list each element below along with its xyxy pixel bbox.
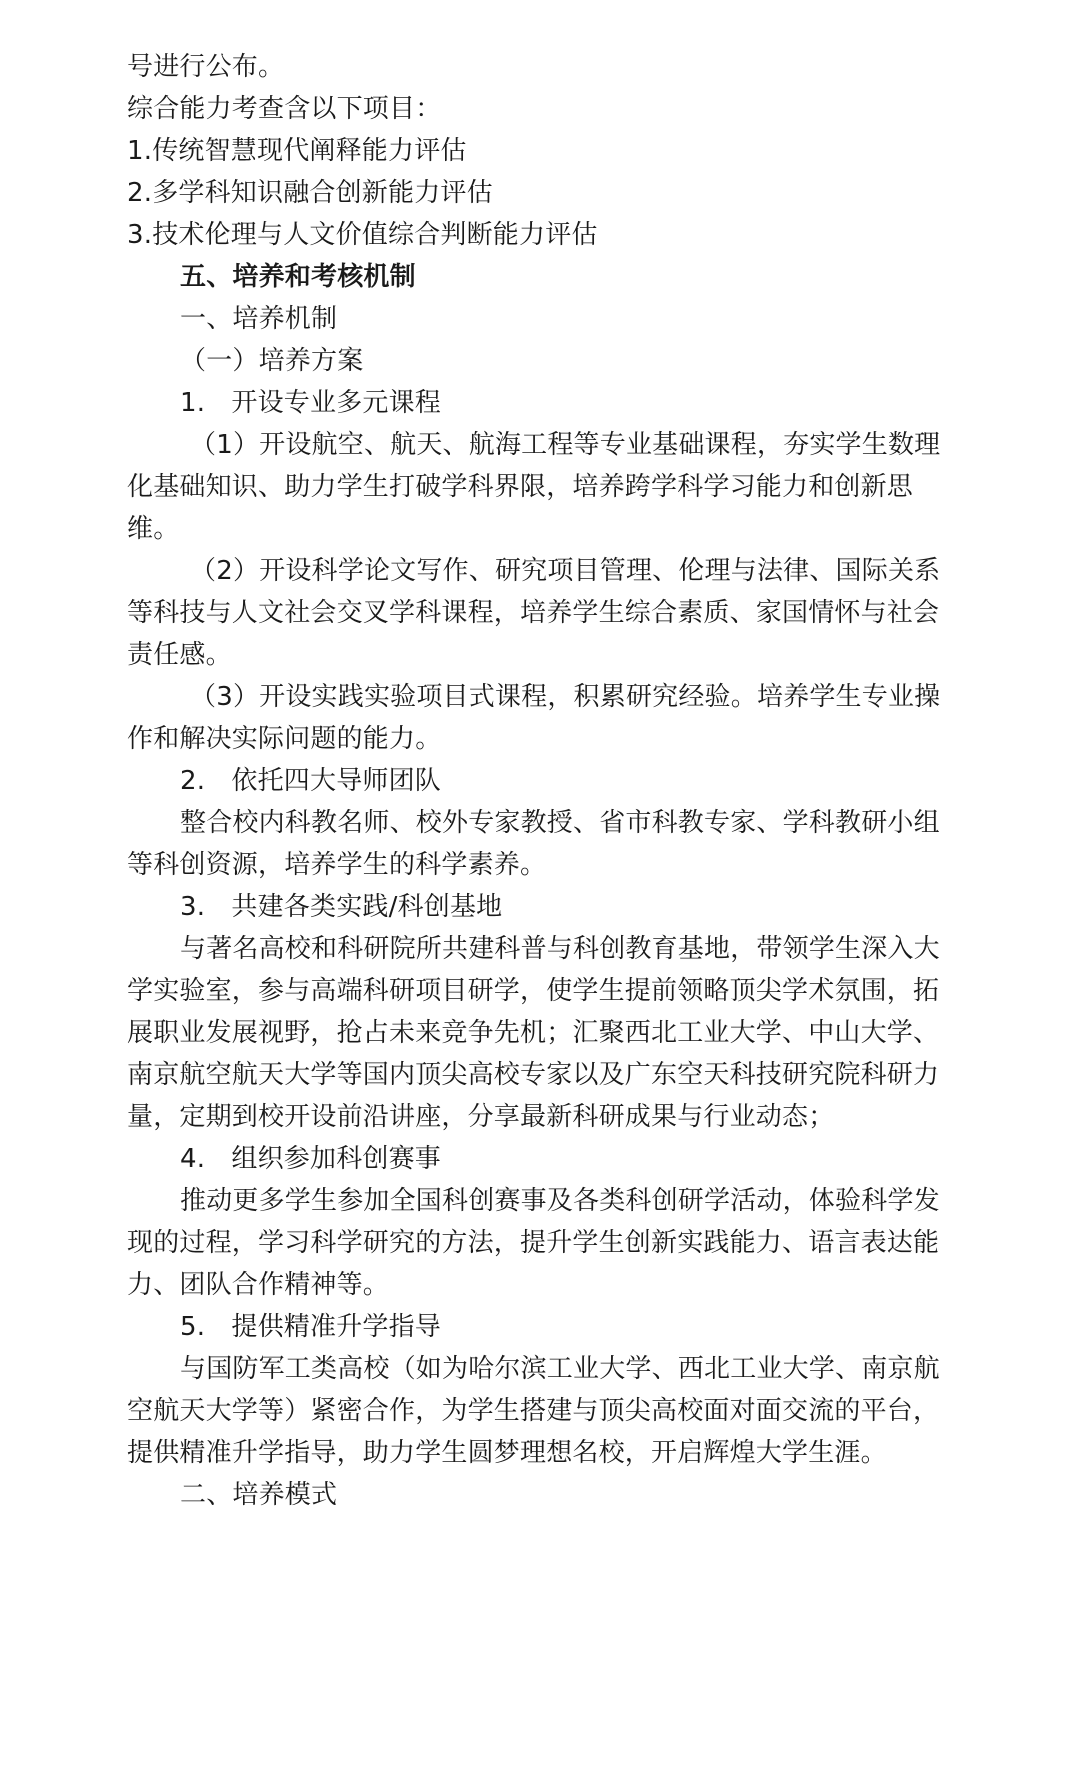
subsection-heading: 二、培养模式 xyxy=(180,1480,338,1510)
paragraph-line: 学实验室，参与高端科研项目研学，使学生提前领略顶尖学术氛围，拓 xyxy=(127,976,940,1006)
section-heading: 五、培养和考核机制 xyxy=(180,262,416,292)
item-heading: 5. 提供精准升学指导 xyxy=(180,1312,442,1342)
paragraph-line: 与国防军工类高校（如为哈尔滨工业大学、西北工业大学、南京航 xyxy=(180,1354,940,1384)
text-line: 3.技术伦理与人文价值综合判断能力评估 xyxy=(127,220,598,250)
paragraph-line: 作和解决实际问题的能力。 xyxy=(127,724,442,754)
paragraph-line: 展职业发展视野，抢占未来竞争先机；汇聚西北工业大学、中山大学、 xyxy=(127,1018,940,1048)
text-line: 1.传统智慧现代阐释能力评估 xyxy=(127,136,467,166)
paragraph-line: 南京航空航天大学等国内顶尖高校专家以及广东空天科技研究院科研力 xyxy=(127,1060,940,1090)
paragraph-line: 责任感。 xyxy=(127,640,232,670)
paragraph-line: 力、团队合作精神等。 xyxy=(127,1270,390,1300)
item-heading: 2. 依托四大导师团队 xyxy=(180,766,442,796)
subsection-heading: （一）培养方案 xyxy=(180,346,364,376)
paragraph-line: 整合校内科教名师、校外专家教授、省市科教专家、学科教研小组 xyxy=(180,808,940,838)
paragraph-line: 现的过程，学习科学研究的方法，提升学生创新实践能力、语言表达能 xyxy=(127,1228,940,1258)
paragraph-line: 维。 xyxy=(127,514,180,544)
item-heading: 1. 开设专业多元课程 xyxy=(180,388,442,418)
paragraph-line: 化基础知识、助力学生打破学科界限，培养跨学科学习能力和创新思 xyxy=(127,472,914,502)
item-heading: 3. 共建各类实践/科创基地 xyxy=(180,892,503,922)
paragraph-line: （2）开设科学论文写作、研究项目管理、伦理与法律、国际关系 xyxy=(190,556,941,586)
paragraph-line: 空航天大学等）紧密合作，为学生搭建与顶尖高校面对面交流的平台， xyxy=(127,1396,940,1426)
paragraph-line: 推动更多学生参加全国科创赛事及各类科创研学活动，体验科学发 xyxy=(180,1186,940,1216)
text-line: 2.多学科知识融合创新能力评估 xyxy=(127,178,493,208)
paragraph-line: （3）开设实践实验项目式课程，积累研究经验。培养学生专业操 xyxy=(190,682,941,712)
paragraph-line: 量，定期到校开设前沿讲座，分享最新科研成果与行业动态； xyxy=(127,1102,835,1132)
paragraph-line: （1）开设航空、航天、航海工程等专业基础课程，夯实学生数理 xyxy=(190,430,941,460)
paragraph-line: 与著名高校和科研院所共建科普与科创教育基地，带领学生深入大 xyxy=(180,934,940,964)
subsection-heading: 一、培养机制 xyxy=(180,304,338,334)
item-heading: 4. 组织参加科创赛事 xyxy=(180,1144,442,1174)
paragraph-line: 提供精准升学指导，助力学生圆梦理想名校，开启辉煌大学生涯。 xyxy=(127,1438,887,1468)
text-line: 综合能力考查含以下项目： xyxy=(127,94,442,124)
text-line: 号进行公布。 xyxy=(127,52,285,82)
paragraph-line: 等科创资源，培养学生的科学素养。 xyxy=(127,850,547,880)
paragraph-line: 等科技与人文社会交叉学科课程，培养学生综合素质、家国情怀与社会 xyxy=(127,598,940,628)
